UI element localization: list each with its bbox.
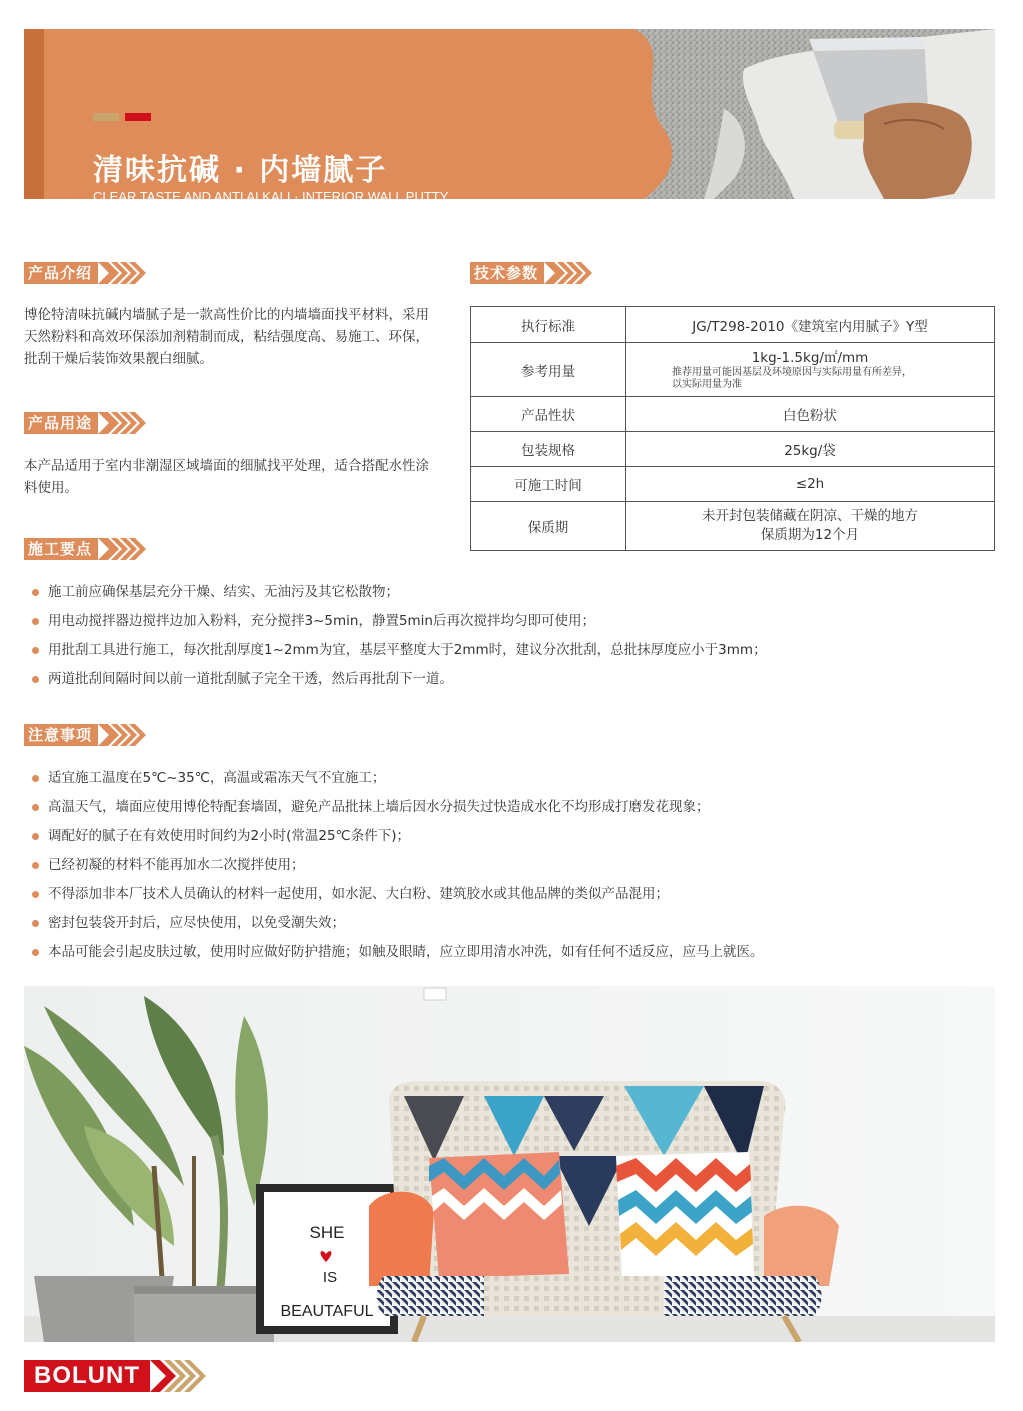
frame-text: IS (322, 1269, 338, 1286)
table-row (471, 397, 995, 432)
stripes-icon (98, 412, 148, 434)
spec-value: ≤2h (626, 467, 995, 502)
spec-table (470, 306, 995, 551)
section-heading-intro (24, 262, 148, 284)
bullet-dot-icon (32, 920, 39, 927)
spec-note: 推荐用量可能因基层及环境原因与实际用量有所差异， (672, 366, 912, 378)
list-item-text: 高温天气，墙面应使用博伦特配套墙固，避免产品批抹上墙后因水分损失过快造成水化不均形成打磨发花现象； (48, 799, 710, 815)
list-item (32, 797, 764, 826)
bullet-dot-icon (32, 891, 39, 898)
spec-value: 1kg-1.5kg/㎡/mm (751, 349, 869, 366)
frame-text: SHE (309, 1223, 345, 1242)
footer (24, 1360, 210, 1392)
spec-value: 未开封包装储藏在阴凉、干燥的地方 (702, 508, 918, 524)
list-item-text: 适宜施工温度在5℃~35℃，高温或霜冻天气不宜施工； (48, 770, 386, 786)
notes-list (32, 768, 764, 971)
usage-text: 本产品适用于室内非潮湿区域墙面的细腻找平处理，适合搭配水性涂料使用。 (24, 458, 429, 496)
section-heading-label: 产品介绍 (24, 262, 98, 284)
table-row (471, 307, 995, 343)
section-heading-specs (470, 262, 594, 284)
construction-list (32, 582, 767, 698)
table-row (471, 502, 995, 551)
spec-key: 产品性状 (471, 397, 626, 432)
stripes-icon (544, 262, 594, 284)
list-item (32, 855, 764, 884)
list-item-text: 调配好的腻子在有效使用时间约为2小时(常温25℃条件下)； (48, 828, 410, 844)
stripes-icon (98, 262, 148, 284)
spec-note: 以实际用量为准 (672, 378, 742, 390)
section-heading-label: 注意事项 (24, 724, 98, 746)
spec-key: 执行标准 (471, 307, 626, 343)
bullet-dot-icon (32, 618, 39, 625)
bullet-dot-icon (32, 804, 39, 811)
table-row (471, 343, 995, 397)
frame-text: BEAUTAFUL (280, 1303, 374, 1320)
list-item-text: 本品可能会引起皮肤过敏，使用时应做好防护措施；如触及眼睛，应立即用清水冲洗，如有任何不适反应，应马上就医。 (48, 944, 764, 960)
list-item (32, 582, 767, 611)
list-item (32, 768, 764, 797)
list-item-text: 不得添加非本厂技术人员确认的材料一起使用，如水泥、大白粉、建筑胶水或其他品牌的类似产品混用； (48, 886, 669, 902)
spec-value: 25kg/袋 (626, 432, 995, 467)
section-heading-label: 施工要点 (24, 538, 98, 560)
spec-value: 保质期为12个月 (760, 527, 860, 543)
list-item-text: 用电动搅拌器边搅拌边加入粉料，充分搅拌3~5min，静置5min后再次搅拌均匀即可使用； (48, 613, 595, 629)
header-banner (24, 29, 995, 204)
spec-key: 包装规格 (471, 432, 626, 467)
list-item (32, 669, 767, 698)
room-photo (24, 986, 995, 1342)
section-heading-label: 技术参数 (470, 262, 544, 284)
bullet-dot-icon (32, 833, 39, 840)
bullet-dot-icon (32, 647, 39, 654)
section-heading-label: 产品用途 (24, 412, 98, 434)
intro-text: 博伦特清味抗碱内墙腻子是一款高性价比的内墙墙面找平材料，采用天然粉料和高效环保添加剂精制而成，粘结强度高、易施工、环保，批刮干燥后装饰效果靓白细腻。 (24, 307, 429, 367)
bullet-dot-icon (32, 676, 39, 683)
bullet-dot-icon (32, 949, 39, 956)
bullet-dot-icon (32, 862, 39, 869)
banner-accent-bars (93, 113, 151, 121)
section-heading-notes (24, 724, 148, 746)
list-item (32, 640, 767, 669)
list-item (32, 942, 764, 971)
table-row (471, 467, 995, 502)
bullet-dot-icon (32, 589, 39, 596)
bullet-dot-icon (32, 775, 39, 782)
stripes-icon (98, 538, 148, 560)
page-title: 清味抗碱 · 内墙腻子 (93, 153, 388, 188)
list-item-text: 密封包装袋开封后，应尽快使用，以免受潮失效； (48, 915, 345, 931)
list-item-text: 用批刮工具进行施工，每次批刮厚度1~2mm为宜，基层平整度大于2mm时，建议分次批刮，总批抹厚度应小于3mm； (48, 642, 767, 658)
page-subtitle: CLEAR TASTE AND ANTI ALKALI · INTERIOR WALL PUTTY (93, 189, 449, 204)
list-item (32, 913, 764, 942)
brand-logo: BOLUNT (24, 1360, 150, 1392)
spec-key: 保质期 (471, 502, 626, 551)
spec-key: 可施工时间 (471, 467, 626, 502)
list-item (32, 611, 767, 640)
list-item-text: 施工前应确保基层充分干燥、结实、无油污及其它松散物； (48, 584, 399, 600)
spec-value: 白色粉状 (626, 397, 995, 432)
list-item-text: 两道批刮间隔时间以前一道批刮腻子完全干透，然后再批刮下一道。 (48, 671, 453, 687)
spec-value-cell (626, 343, 995, 397)
section-heading-usage (24, 412, 148, 434)
list-item-text: 已经初凝的材料不能再加水二次搅拌使用； (48, 857, 305, 873)
spec-value-cell (626, 502, 995, 551)
list-item (32, 826, 764, 855)
spec-value: JG/T298-2010《建筑室内用腻子》Y型 (626, 307, 995, 343)
list-item (32, 884, 764, 913)
spec-key: 参考用量 (471, 343, 626, 397)
table-row (471, 432, 995, 467)
section-heading-construction (24, 538, 148, 560)
stripes-icon (150, 1360, 210, 1392)
stripes-icon (98, 724, 148, 746)
